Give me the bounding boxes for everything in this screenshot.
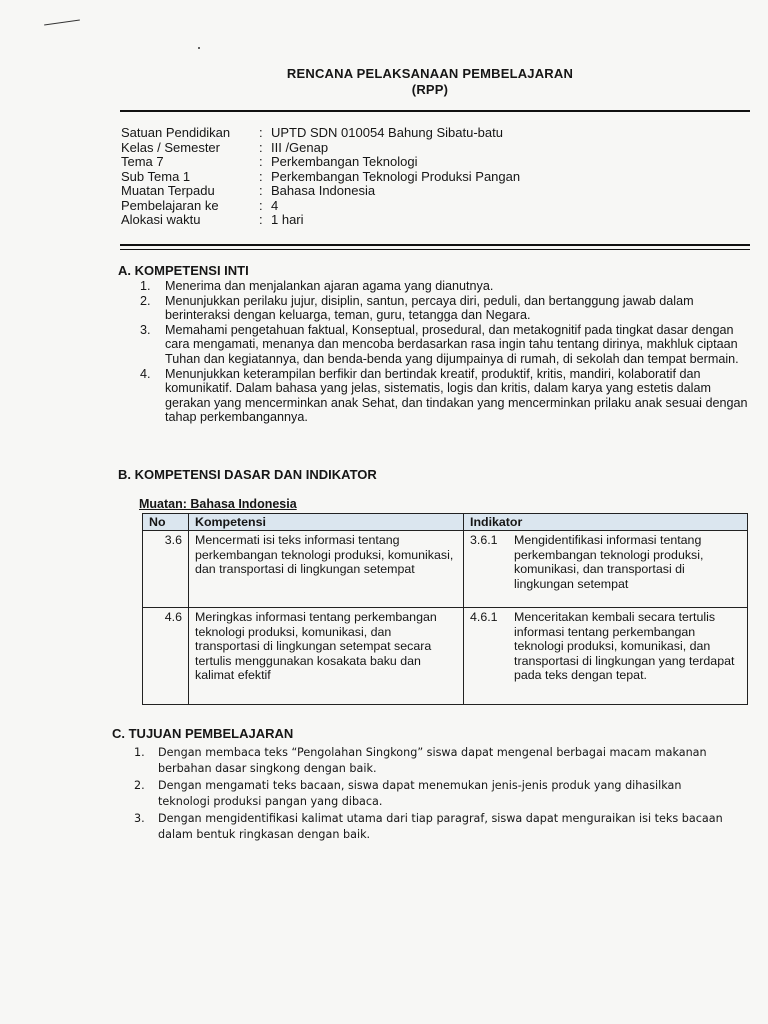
identity-separator: : [259, 212, 263, 227]
indikator-text: Mengidentifikasi informasi tentang perkembangan teknologi produksi, komunikasi, dan transportasi di lingkungan setempat [514, 533, 704, 591]
identity-row [121, 213, 520, 228]
identity-label: Satuan Pendidikan [121, 125, 231, 140]
table-header-row [143, 514, 748, 531]
indikator-number: 3.6.1 [470, 533, 498, 548]
identity-value: Perkembangan Teknologi Produksi Pangan [271, 168, 521, 184]
section-heading-kompetensi-dasar: B. KOMPETENSI DASAR DAN INDIKATOR [118, 467, 377, 482]
column-header-kompetensi: Kompetensi [189, 514, 464, 531]
list-text: Memahami pengetahuan faktual, Konseptual, prosedural, dan metakognitif pada tingkat dasar dengan cara mengamati, menanya dan mencoba berdasarkan rasa ingin tahu tentang dirinya, makhluk ciptaan Tuhan dan kegiatannya, dan benda-benda yang dijumpainya di rumah, di sekolah dan tempat bermain. [165, 322, 739, 366]
list-number: 4. [140, 366, 151, 381]
header-rule [120, 110, 750, 112]
list-number: 1. [140, 279, 151, 293]
table-row [143, 608, 748, 705]
cell-kompetensi: Mencermati isi teks informasi tentang perkembangan teknologi produksi, komunikasi, dan transportasi di lingkungan setempat [189, 531, 464, 608]
list-text: Dengan mengidentifikasi kalimat utama dari tiap paragraf, siswa dapat menguraikan isi teks bacaan dalam bentuk ringkasan dengan baik. [158, 812, 723, 841]
tujuan-list [134, 745, 724, 844]
indikator-text: Menceritakan kembali secara tertulis informasi tentang perkembangan teknologi produksi, komunikasi, dan transportasi di lingkungan yang terdapat pada teks dengan tepat. [514, 610, 735, 683]
identity-row [121, 184, 520, 199]
identity-separator: : [259, 154, 263, 169]
document-title: RENCANA PELAKSANAAN PEMBELAJARAN [286, 66, 574, 81]
identity-label: Pembelajaran ke [121, 197, 219, 213]
table-row [143, 531, 748, 608]
indikator-number: 4.6.1 [470, 610, 498, 625]
kompetensi-table [142, 513, 748, 705]
identity-separator: : [259, 125, 263, 140]
identity-row [121, 170, 520, 185]
identity-separator: : [259, 183, 263, 198]
list-text: Menunjukkan perilaku jujur, disiplin, santun, percaya diri, peduli, dan bertanggung jawab dalam berinteraksi dengan keluarga, teman, guru, tetangga dan Negara. [165, 293, 694, 323]
identity-value: 4 [271, 197, 279, 213]
column-header-indikator: Indikator [464, 514, 748, 531]
identity-row [121, 155, 520, 170]
pen-mark [44, 19, 80, 25]
cell-kompetensi: Meringkas informasi tentang perkembangan teknologi produksi, komunikasi, dan transportasi di lingkungan setempat secara tertulis menggunakan kosakata baku dan kalimat efektif [189, 608, 464, 705]
identity-value: Bahasa Indonesia [271, 183, 376, 198]
identity-separator: : [259, 168, 263, 184]
identity-rule-thin [120, 249, 750, 250]
list-text: Dengan membaca teks “Pengolahan Singkong” siswa dapat mengenal berbagai macam makanan berbahan dasar singkong dengan baik. [158, 746, 707, 775]
cell-indikator [464, 531, 748, 608]
list-text: Dengan mengamati teks bacaan, siswa dapat menemukan jenis-jenis produk yang dihasilkan teknologi produksi pangan yang dibaca. [158, 779, 682, 808]
identity-label: Kelas / Semester [121, 139, 220, 155]
list-item [134, 811, 724, 843]
section-heading-kompetensi-inti: A. KOMPETENSI INTI [118, 263, 249, 278]
list-number: 3. [140, 322, 151, 337]
identity-label: Muatan Terpadu [121, 183, 215, 198]
identity-separator: : [259, 197, 263, 213]
identity-value: 1 hari [271, 212, 304, 227]
cell-indikator [464, 608, 748, 705]
list-item [140, 279, 752, 294]
identity-rule [120, 244, 750, 246]
list-number: 3. [134, 812, 145, 825]
list-item [134, 745, 724, 777]
kompetensi-inti-list [140, 279, 752, 425]
identity-row [121, 199, 520, 214]
document-subtitle: (RPP) [411, 82, 449, 97]
identity-separator: : [259, 139, 263, 155]
list-text: Menunjukkan keterampilan berfikir dan bertindak kreatif, produktif, kritis, mandiri, kolaboratif dan komunikatif. Dalam bahasa yang jelas, sistematis, logis dan kritis, dalam karya yang estetis dalam gerakan yang mencerminkan anak Sehat, dan tindakan yang mencerminkan prilaku anak sesuai dengan tahap perkembangannya. [165, 366, 748, 425]
list-text: Menerima dan menjalankan ajaran agama yang dianutnya. [165, 279, 494, 293]
list-number: 2. [134, 779, 145, 792]
list-item [140, 367, 752, 425]
identity-table [121, 126, 520, 228]
list-item [140, 294, 752, 323]
list-number: 2. [140, 293, 151, 308]
cell-no: 4.6 [143, 608, 189, 705]
list-item [134, 778, 724, 810]
list-number: 1. [134, 746, 145, 759]
identity-label: Sub Tema 1 [121, 168, 191, 184]
scan-speck [198, 47, 200, 49]
column-header-no: No [143, 514, 189, 531]
identity-value: UPTD SDN 010054 Bahung Sibatu-batu [271, 125, 503, 140]
identity-label: Alokasi waktu [121, 212, 201, 227]
identity-value: Perkembangan Teknologi [271, 154, 418, 169]
cell-no: 3.6 [143, 531, 189, 608]
identity-value: III /Genap [271, 139, 329, 155]
identity-row [121, 126, 520, 141]
identity-row [121, 141, 520, 156]
identity-label: Tema 7 [121, 154, 164, 169]
list-item [140, 323, 752, 367]
muatan-label: Muatan: Bahasa Indonesia [139, 497, 297, 511]
section-heading-tujuan: C. TUJUAN PEMBELAJARAN [112, 726, 294, 741]
